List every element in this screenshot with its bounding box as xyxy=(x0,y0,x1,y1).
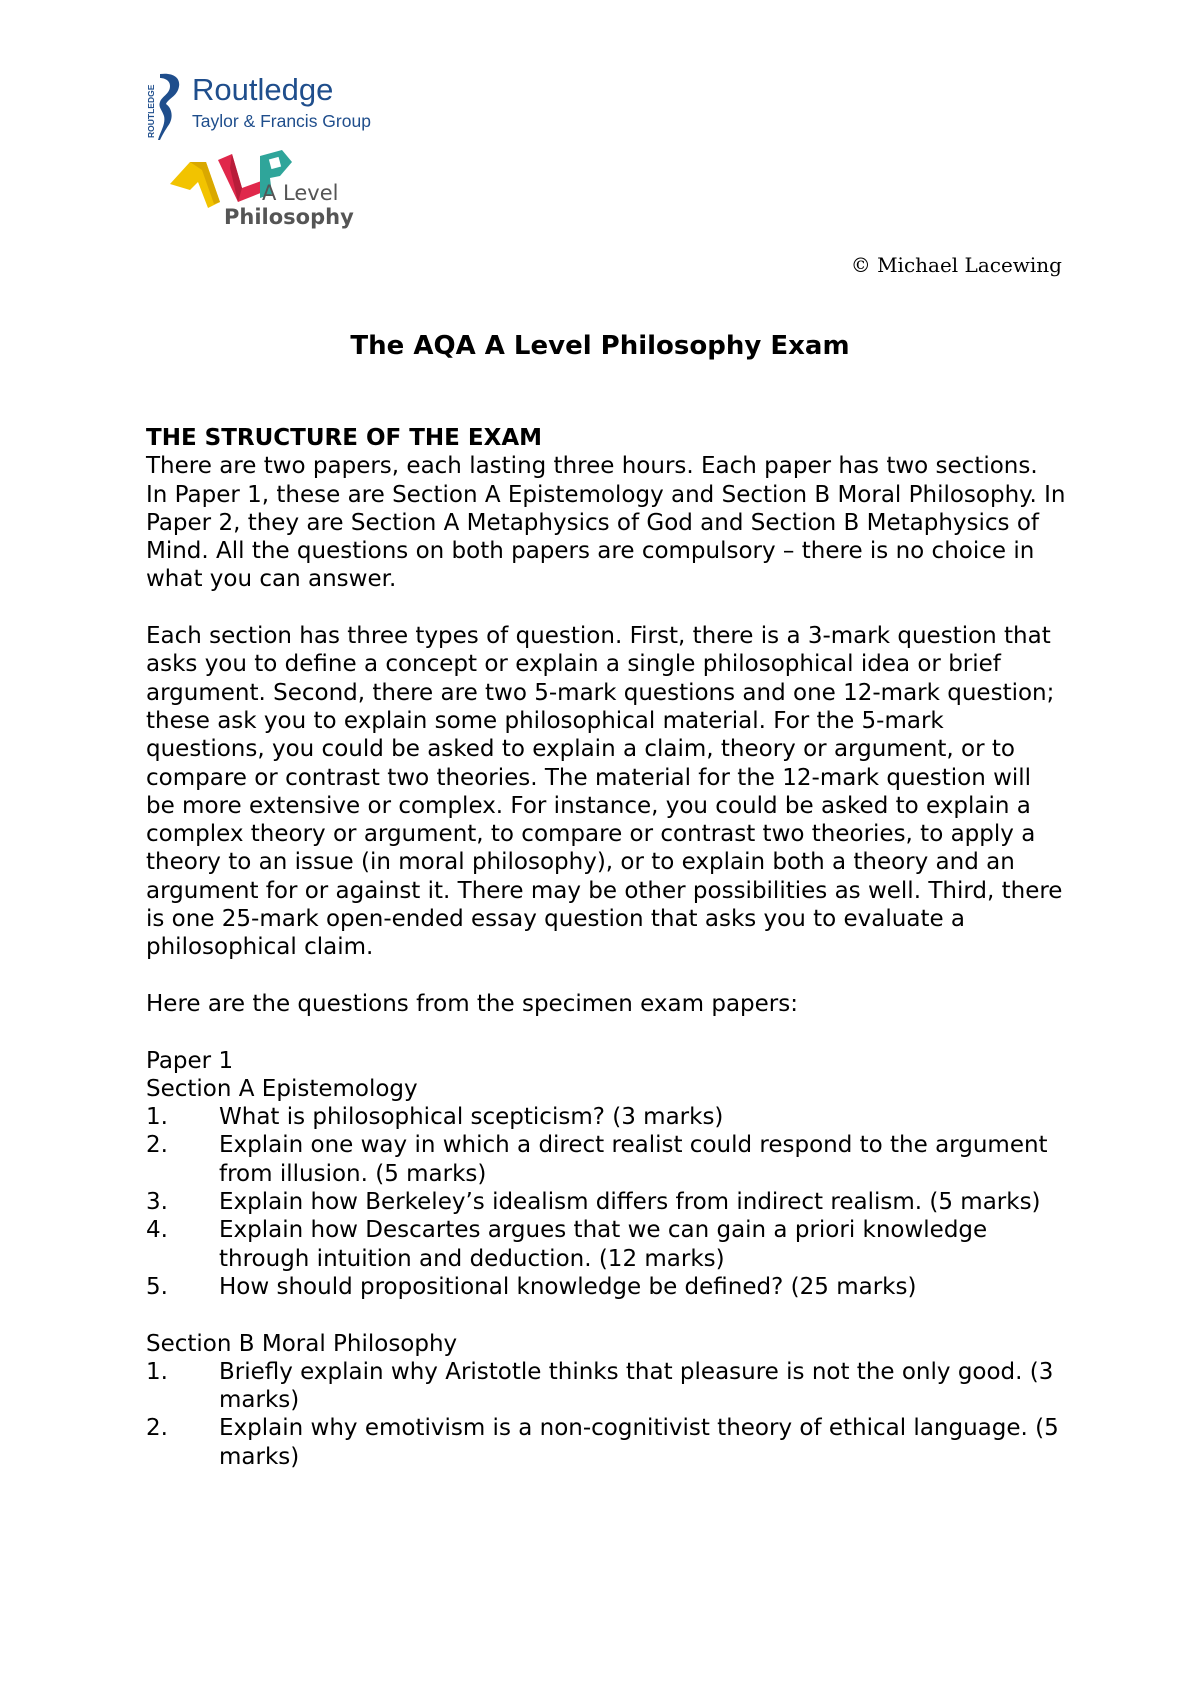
question-number: 5. xyxy=(146,1273,168,1300)
question-list xyxy=(146,1103,1066,1301)
question-number: 2. xyxy=(146,1132,168,1159)
question-text: How should propositional knowledge be defined? (25 marks) xyxy=(219,1273,917,1300)
copyright-notice: © Michael Lacewing xyxy=(850,253,1062,277)
section-label: Section A Epistemology xyxy=(146,1075,418,1102)
routledge-r-mark xyxy=(158,74,179,140)
question-text: What is philosophical scepticism? (3 marks) xyxy=(219,1104,724,1131)
question-number: 3. xyxy=(146,1189,168,1216)
question-text: Explain how Berkeley’s idealism differs from indirect realism. (5 marks) xyxy=(219,1189,1041,1216)
list-item xyxy=(146,1358,1066,1415)
list-item xyxy=(146,1131,1066,1188)
page-title: The AQA A Level Philosophy Exam xyxy=(350,331,850,361)
alp-line1: A Level xyxy=(262,181,339,205)
section-label: Section B Moral Philosophy xyxy=(146,1330,458,1357)
question-text: Briefly explain why Aristotle thinks that pleasure is not the only good. (3 marks) xyxy=(219,1358,1054,1414)
list-item xyxy=(146,1188,1066,1216)
paragraph: Here are the questions from the specimen exam papers: xyxy=(146,990,798,1017)
question-number: 4. xyxy=(146,1217,168,1244)
document-body xyxy=(146,424,1066,1471)
alp-logo xyxy=(168,150,398,242)
question-number: 2. xyxy=(146,1415,168,1442)
paragraph: There are two papers, each lasting three hours. Each paper has two sections. In Paper 1, these are Section A Epistemology and Section B Moral Philosophy. In Paper 2, they are Section A Metaphysics of God and Section B Metaphysics of Mind. All the questions on both papers are compulsory – there is no choice in what you can answer. xyxy=(146,453,1066,593)
list-item xyxy=(146,1273,1066,1301)
routledge-group: Taylor & Francis Group xyxy=(192,111,371,131)
question-list xyxy=(146,1358,1066,1471)
question-text: Explain why emotivism is a non-cognitivist theory of ethical language. (5 marks) xyxy=(219,1415,1059,1470)
list-item xyxy=(146,1103,1066,1131)
section-heading: THE STRUCTURE OF THE EXAM xyxy=(146,425,543,451)
list-item xyxy=(146,1216,1066,1273)
routledge-name: Routledge xyxy=(192,72,334,107)
list-item xyxy=(146,1414,1066,1471)
question-text: Explain how Descartes argues that we can gain a priori knowledge through intuition and deduction. (12 marks) xyxy=(219,1217,988,1272)
routledge-logo xyxy=(148,70,408,142)
routledge-spine-text: ROUTLEDGE xyxy=(146,84,156,138)
question-number: 1. xyxy=(146,1358,168,1385)
paper-label: Paper 1 xyxy=(146,1047,234,1074)
question-number: 1. xyxy=(146,1104,168,1131)
question-text: Explain one way in which a direct realist could respond to the argument from illusion. (5 marks) xyxy=(219,1132,1048,1187)
alp-line2: Philosophy xyxy=(224,205,354,229)
paragraph: Each section has three types of question. First, there is a 3-mark question that asks you to define a concept or explain a single philosophical idea or brief argument. Second, there are two 5-mark questions and one 12-mark question; these ask you to explain some philosophical material. For the 5-mark questions, you could be asked to explain a claim, theory or argument, or to compare or contrast two theories. The material for the 12-mark question will be more extensive or complex. For instance, you could be asked to explain a complex theory or argument, to compare or contrast two theories, to apply a theory to an issue (in moral philosophy), or to explain both a theory and an argument for or against it. There may be other possibilities as well. Third, there is one 25-mark open-ended essay question that asks you to evaluate a philosophical claim. xyxy=(146,623,1063,961)
